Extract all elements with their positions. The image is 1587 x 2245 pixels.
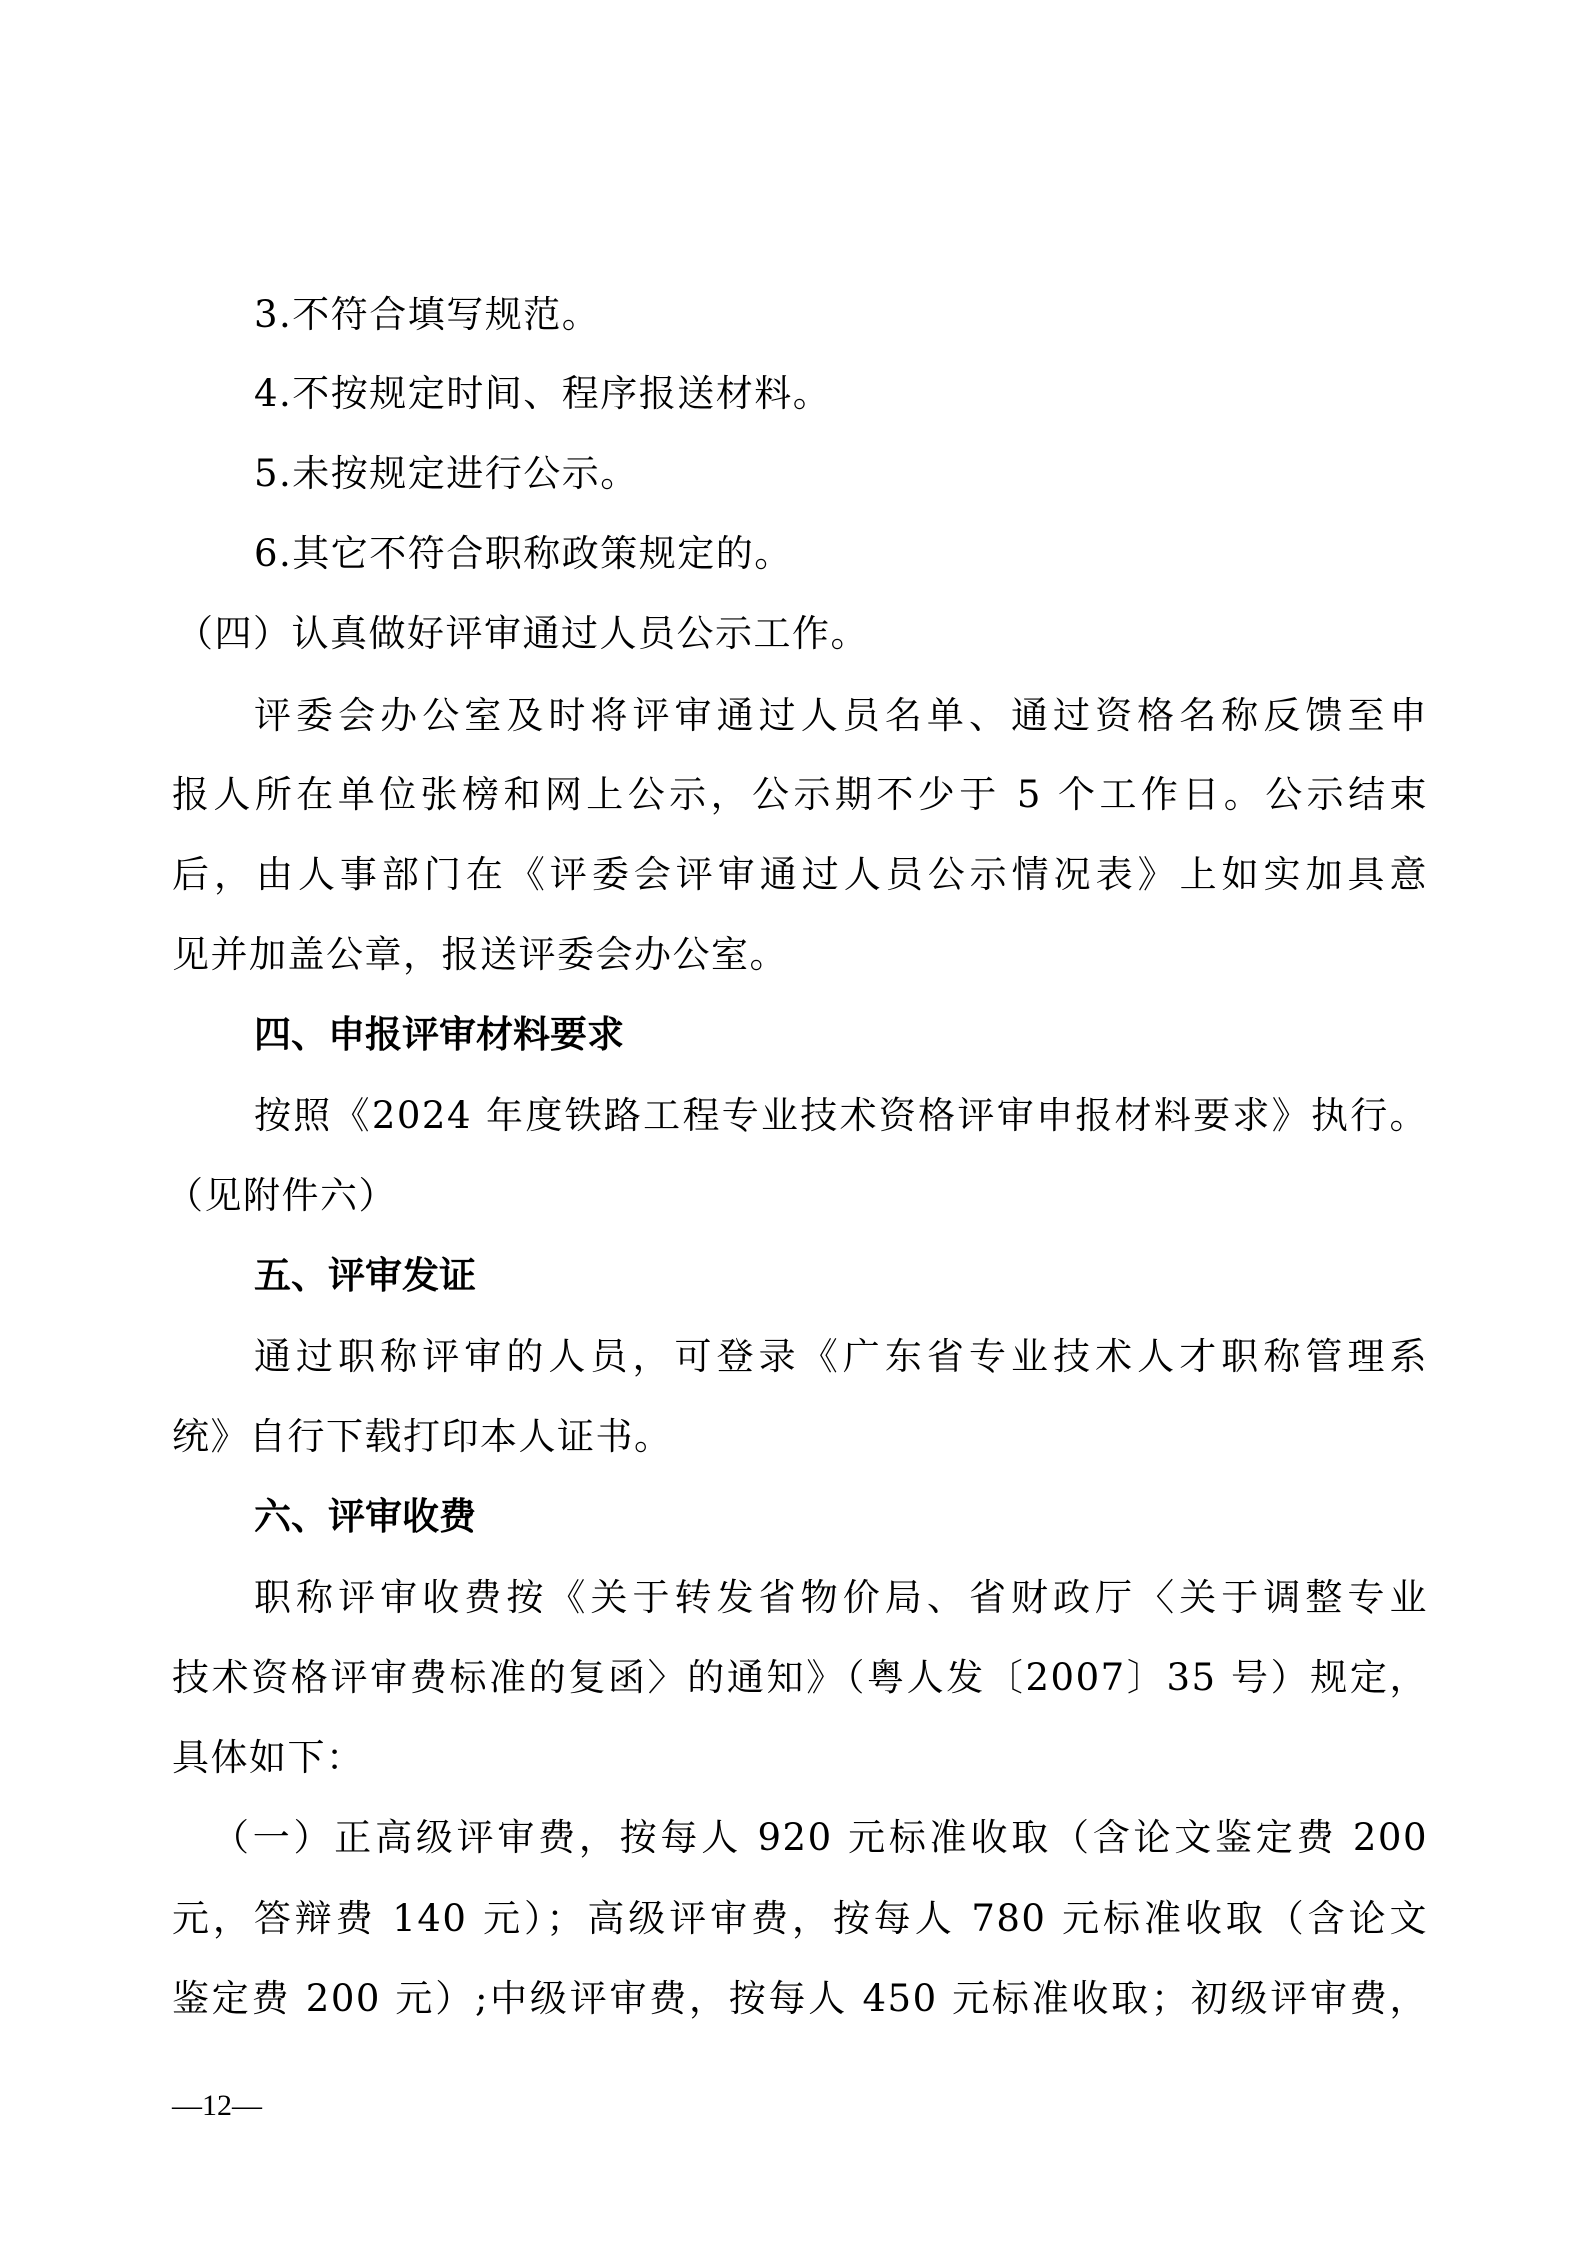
- paragraph-line: （一）正高级评审费，按每人 920 元标准收取（含论文鉴定费 200: [212, 1816, 1428, 1859]
- section-heading-fees: 六、评审收费: [254, 1495, 476, 1538]
- paragraph-line: 元，答辩费 140 元）；高级评审费，按每人 780 元标准收取（含论文: [172, 1897, 1428, 1940]
- page-number: —12—: [172, 2089, 262, 2122]
- list-item-6: 6.其它不符合职称政策规定的。: [254, 532, 793, 575]
- list-item-3: 3.不符合填写规范。: [254, 293, 601, 336]
- paragraph-line: （见附件六）: [166, 1174, 397, 1217]
- paragraph-line: 报人所在单位张榜和网上公示，公示期不少于 5 个工作日。公示结束: [172, 773, 1428, 816]
- section-heading-certificate: 五、评审发证: [254, 1254, 476, 1297]
- paragraph-line: 通过职称评审的人员，可登录《广东省专业技术人才职称管理系: [254, 1335, 1428, 1378]
- list-item-5: 5.未按规定进行公示。: [254, 452, 639, 495]
- list-item-4: 4.不按规定时间、程序报送材料。: [254, 372, 832, 415]
- paragraph-line: 职称评审收费按《关于转发省物价局、省财政厅〈关于调整专业: [254, 1576, 1428, 1619]
- paragraph-line: 具体如下：: [172, 1736, 365, 1779]
- paragraph-line: 评委会办公室及时将评审通过人员名单、通过资格名称反馈至申: [254, 694, 1428, 737]
- paragraph-line: 后，由人事部门在《评委会评审通过人员公示情况表》上如实加具意: [172, 853, 1428, 896]
- paragraph-line: 技术资格评审费标准的复函〉的通知》（粤人发〔2007〕35 号）规定，: [172, 1656, 1428, 1699]
- paragraph-line: 见并加盖公章，报送评委会办公室。: [172, 933, 788, 976]
- paragraph-line: 按照《2024 年度铁路工程专业技术资格评审申报材料要求》执行。: [254, 1094, 1428, 1137]
- paragraph-line: 统》自行下载打印本人证书。: [172, 1415, 673, 1458]
- paragraph-line: 鉴定费 200 元）;中级评审费，按每人 450 元标准收取；初级评审费，: [172, 1977, 1428, 2020]
- subheading-publicity: （四）认真做好评审通过人员公示工作。: [176, 612, 869, 655]
- section-heading-materials: 四、申报评审材料要求: [254, 1013, 624, 1056]
